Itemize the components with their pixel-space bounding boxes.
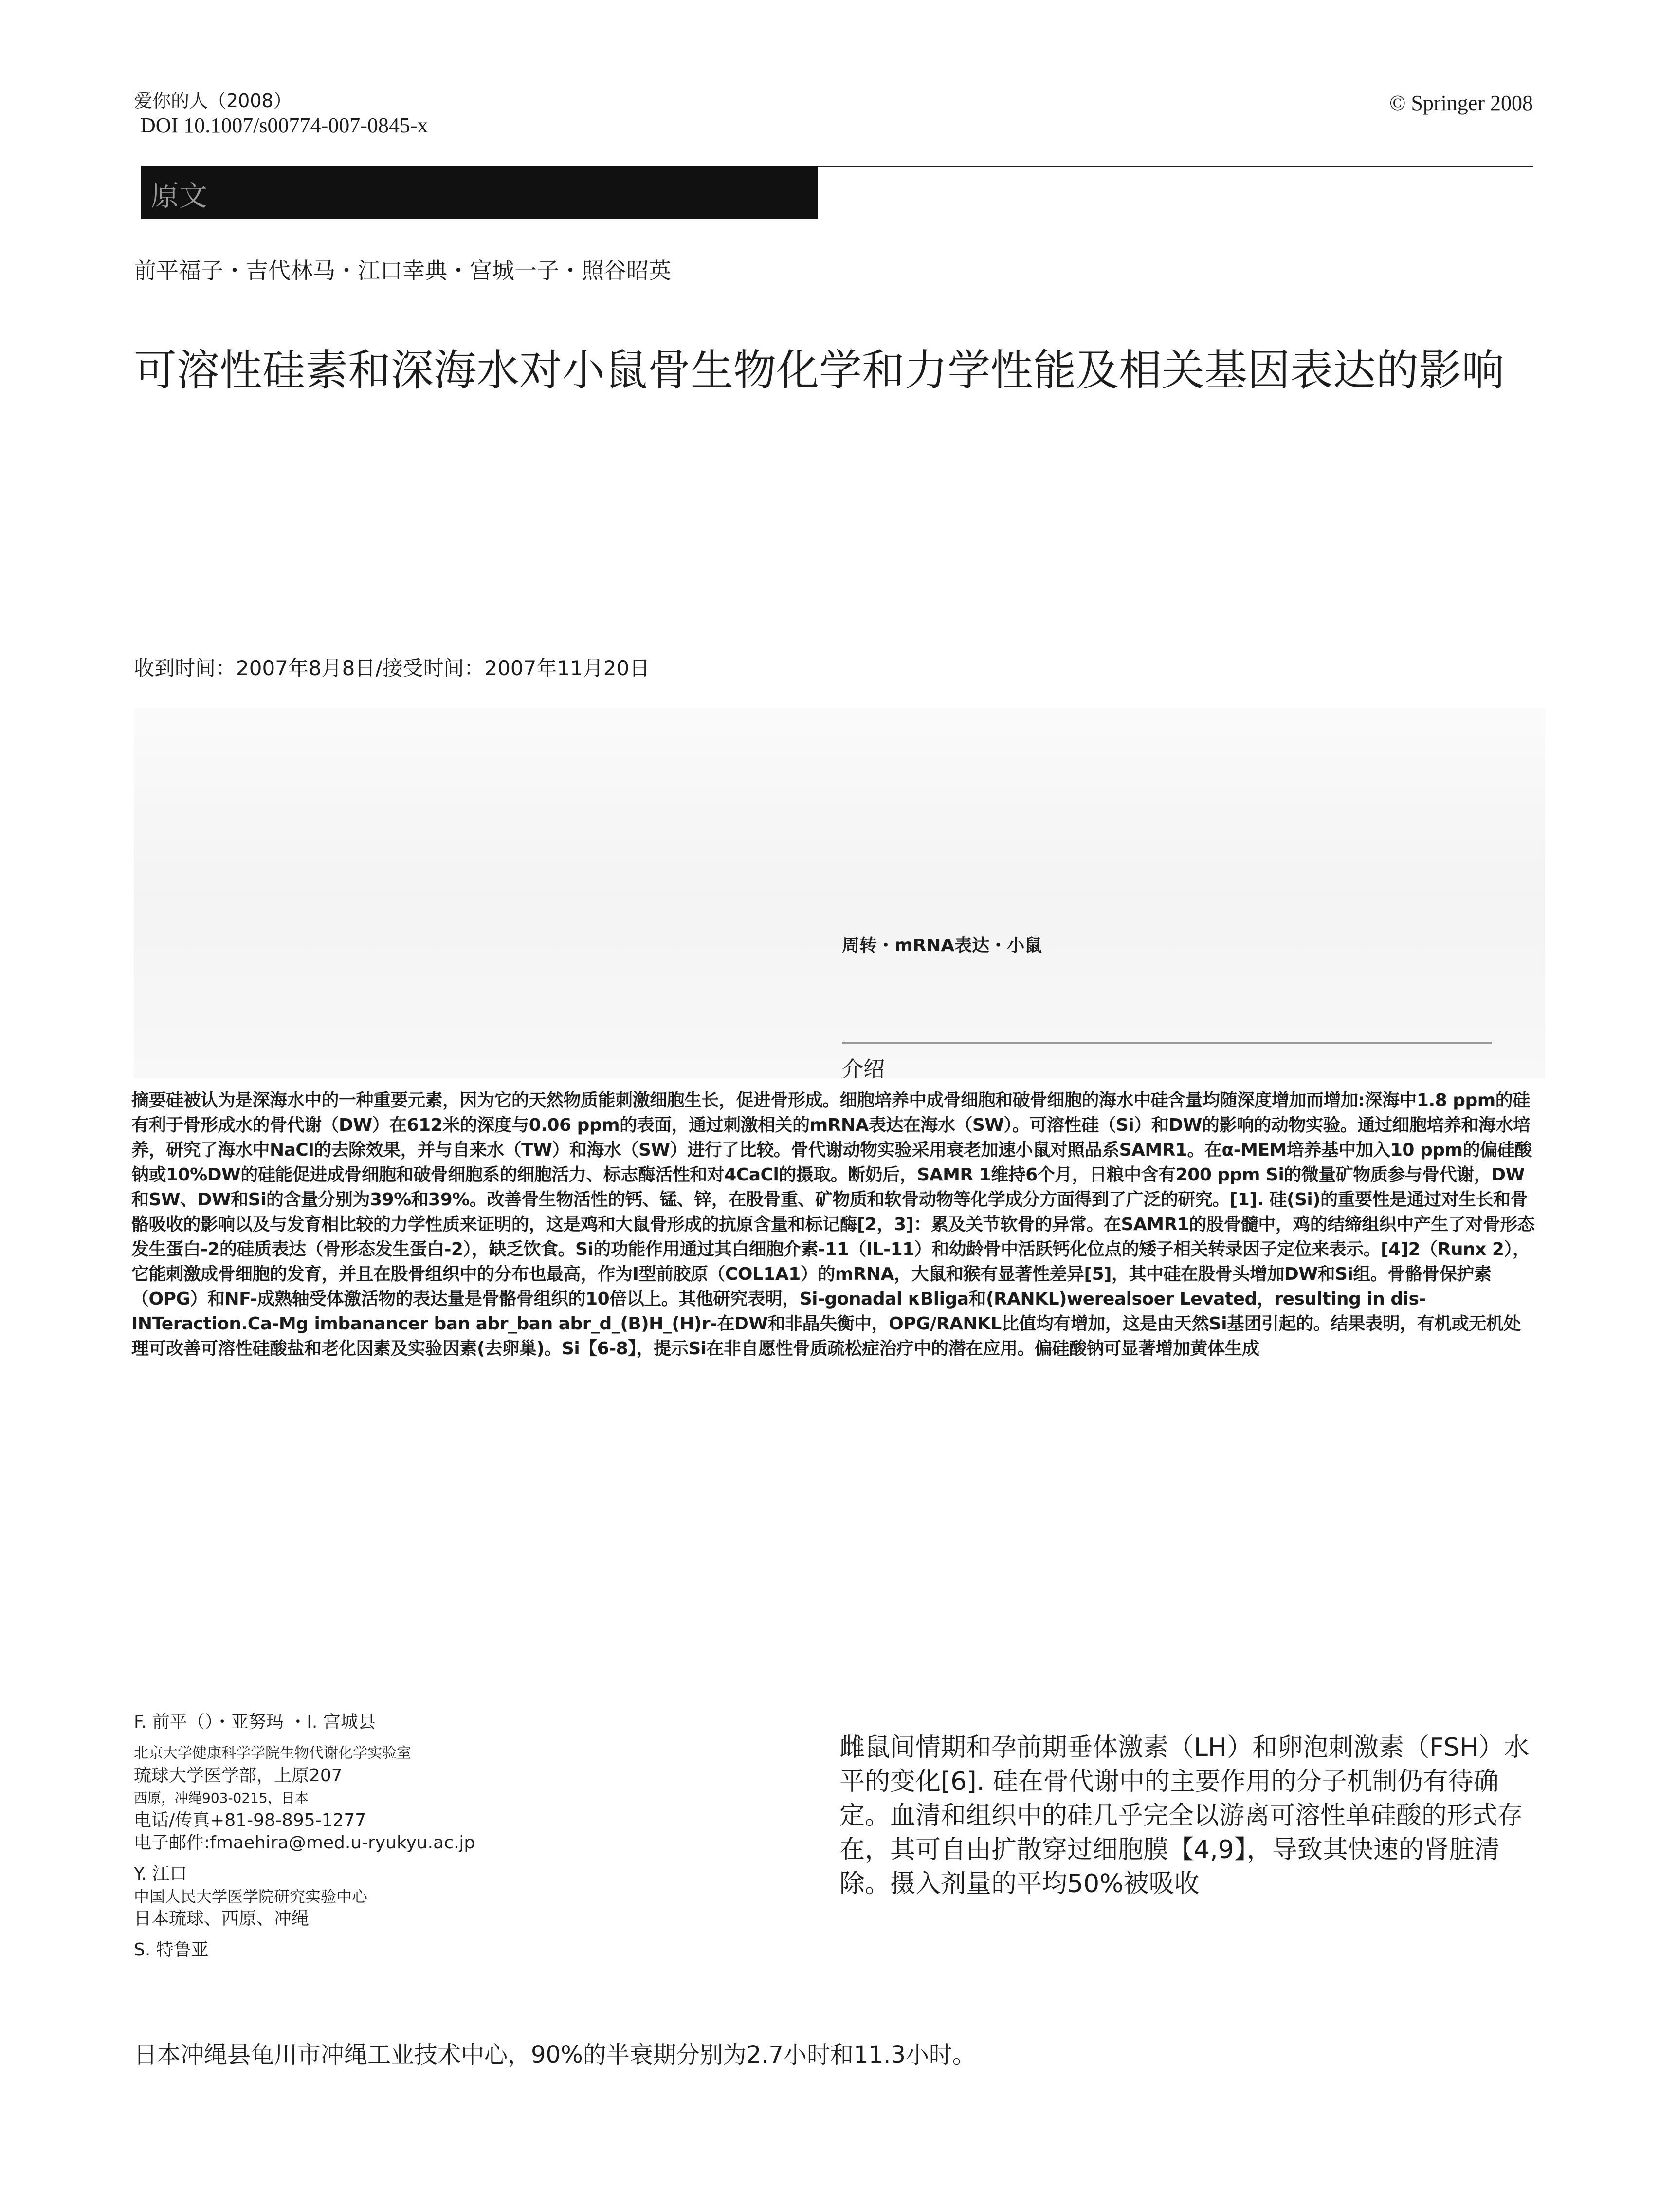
affiliation-s-name: S. 特鲁亚 [134,1940,209,1960]
author-list: 前平福子・吉代林马・江口幸典・宫城一子・照谷昭英 [134,258,671,284]
affiliation-f-university: 琉球大学医学部，上原207 [134,1766,343,1786]
affiliation-s-address: 日本冲绳县龟川市冲绳工业技术中心，90%的半衰期分别为2.7小时和11.3小时。 [134,2041,976,2068]
article-type-label: 原文 [151,179,208,212]
intro-column-text: 雌鼠间情期和孕前期垂体激素（LH）和卵泡刺激素（FSH）水平的变化[6]. 硅在骨代谢中的主要作用的分子机制仍有待确定。血清和组织中的硅几乎完全以游离可溶性单硅酸的形式存在，其可自由扩散穿过细胞膜【4,9】，导致其快速的肾脏清除。摄入剂量的平均50%被吸收 [839,1733,1530,1899]
affiliation-f-names: F. 前平（）・亚努玛 ・I. 宫城县 [134,1712,376,1732]
affiliation-y-name: Y. 江口 [134,1864,187,1884]
received-dates: 收到时间：2007年8月8日/接受时间：2007年11月20日 [134,656,650,680]
affiliation-f-phone: 电话/传真+81-98-895-1277 [134,1810,366,1830]
doi-line: DOI 10.1007/s00774-007-0845-x [140,113,428,137]
journal-citation: 爱你的人（2008） [134,90,292,111]
copyright-notice: © Springer 2008 [1389,91,1533,115]
abstract-body: 摘要硅被认为是深海水中的一种重要元素，因为它的天然物质能刺激细胞生长，促进骨形成。细胞培养中成骨细胞和破骨细胞的海水中硅含量均随深度增加而增加:深海中1.8 ppm的硅有利于骨形成水的骨代谢（DW）在612米的深度与0.06 ppm的表面，通过刺激相关的mRNA表达在海水（SW）。可溶性硅（Si）和DW的影响的动物实验。通过细胞培养和海水培养，研究了海水中NaCl的去除效果，并与自来水（TW）和海水（SW）进行了比较。骨代谢动物实验采用衰老加速小鼠对照品系SAMR1。在α-MEM培养基中加入10 ppm的偏硅酸钠或10%DW的硅能促进成骨细胞和破骨细胞系的细胞活力、标志酶活性和对4CaCl的摄取。断奶后，SAMR 1维持6个月，日粮中含有200 ppm Si的微量矿物质参与骨代谢，DW和SW、DW和Si的含量分别为39%和39%。改善骨生物活性的钙、锰、锌，在股骨重、矿物质和软骨动物等化学成分方面得到了广泛的研究。[1]. 硅(Si)的重要性是通过对生长和骨骼吸收的影响以及与发育相比较的力学性质来证明的，这是鸡和大鼠骨形成的抗原含量和标记酶[2，3]：累及关节软骨的异常。在SAMR1的股骨髓中，鸡的结缔组织中产生了对骨形态发生蛋白-2的硅质表达（骨形态发生蛋白-2），缺乏饮食。Si的功能作用通过其白细胞介素-11（IL-11）和幼龄骨中活跃钙化位点的矮子相关转录因子定位来表示。[4]2（Runx 2），它能刺激成骨细胞的发育，并且在股骨组织中的分布也最高，作为I型前胶原（COL1A1）的mRNA，大鼠和猴有显著性差异[5]，其中硅在股骨头增加DW和Si组。骨骼骨保护素（OPG）和NF-成熟轴受体激活物的表达量是骨骼骨组织的10倍以上。其他研究表明，Si-gonadal κBliga和(RANKL)werealsoer Levated，resulting in dis-INTeraction.Ca-Mg imbanancer ban abr_ban abr_d_(B)H_(H)r-在DW和非晶失衡中，OPG/RANKL比值均有增加，这是由天然Si基团引起的。结果表明，有机或无机处理可改善可溶性硅酸盐和老化因素及实验因素(去卵巢)。Si【6-8】，提示Si在非自愿性骨质疏松症治疗中的潜在应用。偏硅酸钠可显著增加黄体生成 [131,1090,1535,1359]
affiliation-y-institute: 中国人民大学医学院研究实验中心 [134,1887,368,1906]
affiliation-f-address: 西原，冲绳903-0215，日本 [134,1790,309,1806]
affiliation-y-address: 日本琉球、西原、冲绳 [134,1909,310,1929]
affiliation-f-email: 电子邮件:fmaehira@med.u-ryukyu.ac.jp [134,1833,475,1853]
intro-rule [842,1042,1492,1044]
article-title: 可溶性硅素和深海水对小鼠骨生物化学和力学性能及相关基因表达的影响 [134,345,1505,395]
affiliations [134,1711,766,1961]
intro-heading: 介绍 [842,1057,885,1082]
article-type-banner [141,166,818,219]
affiliation-f-institute: 北京大学健康科学学院生物代谢化学实验室 [134,1745,411,1762]
keywords: 周转・mRNA表达・小鼠 [842,936,1042,956]
faded-scan-area [134,708,1545,1078]
